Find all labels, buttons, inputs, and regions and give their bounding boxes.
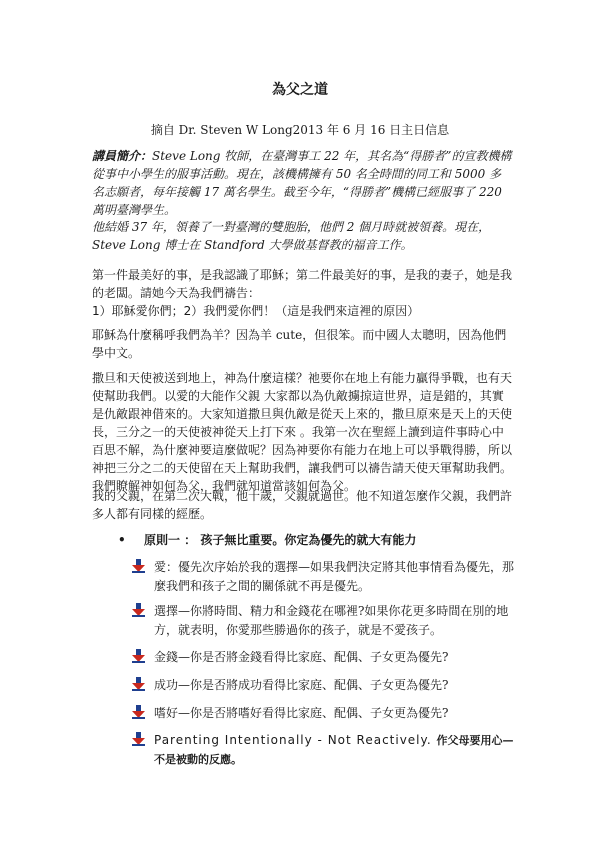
- speaker-intro: [92, 147, 512, 219]
- arrow-down-icon: [132, 649, 146, 663]
- speaker-family-paragraph: 他結婚 37 年，領養了一對臺灣的雙胞胎，他們 2 個月時就被領養。現在，Steve Long 博士在 Standford 大學做基督教的福音工作。: [92, 220, 491, 252]
- point-choice-text: 選擇—你將時間、精力和金錢花在哪裡?如果你花更多時間在別的地方，就表明，你愛那些勝過你的孩子，就是不愛孩子。: [154, 604, 509, 637]
- parenting-english: Parenting Intentionally - Not Reactively.: [154, 733, 437, 747]
- point-hobby-text: 嗜好—你是否將嗜好看得比家庭、配偶、子女更為優先?: [154, 706, 449, 720]
- arrow-down-icon: [132, 603, 146, 617]
- point-hobby: [132, 704, 522, 723]
- point-money-text: 金錢—你是否將金錢看得比家庭、配偶、子女更為優先?: [154, 650, 449, 664]
- arrow-down-icon: [132, 732, 146, 746]
- point-parenting-intentionally: [132, 731, 522, 769]
- speaker-intro-text: Steve Long 牧師，在臺灣事工 22 年，其名為“得勝者”的宣教機構從事中小學生的服事活動。現在，該機構擁有 50 名全時間的同工和 5000 多名志願者，每年接觸 17 萬名學生。截至今年，“得勝者”機構已經服事了 220 萬明臺灣學生。: [92, 149, 512, 217]
- paragraph-father: 我的父親，在第二次大戰，他十歲，父親就過世。他不知道怎麼作父親，我們許多人都有同樣的經歷。: [92, 489, 513, 521]
- page-title: 為父之道: [272, 82, 328, 98]
- point-success: [132, 676, 522, 695]
- arrow-down-icon: [132, 677, 146, 691]
- page-subtitle: 摘自 Dr. Steven W Long2013 年 6 月 16 日主日信息: [150, 123, 450, 137]
- principle-one-text: 原則一 ： 孩子無比重要。你定為優先的就大有能力: [144, 533, 417, 547]
- best-things-text: 第一件最美好的事，是我認識了耶穌；第二件最美好的事，是我的妻子，她是我的老闆。請她今天為我們禱告：: [92, 268, 513, 300]
- point-choice: [132, 602, 522, 640]
- point-love-text: 愛：優先次序始於我的選擇—如果我們決定將其他事情看為優先，那麼我們和孩子之間的關係就不再是優先。: [154, 560, 515, 593]
- bullet-icon: •: [118, 533, 126, 547]
- paragraph-angels: 撒旦和天使被送到地上，神為什麼這樣？祂要你在地上有能力贏得爭戰，也有天使幫助我們。以愛的大能作父親 大家都以為仇敵擄掠這世界，這是錯的，其實是仇敵跟神借來的。大家知道撒旦與仇敵是從天上來的，撒旦原來是天上的天使長，三分之一的天使被神從天上打下來 。我第一次在聖經上讀到這件事時心中百思不解，為什麼神要這麼做呢？因為神要你有能力在地上可以爭戰得勝，所以神把三分之二的天使留在天上幫助我們，讓我們可以禱告請天使天軍幫助我們。我們瞭解神如何為父，我們就知道當該如何為父。: [92, 371, 513, 493]
- speaker-intro-label: 講員簡介：: [92, 149, 153, 163]
- point-love: [132, 558, 522, 596]
- principle-one: [118, 531, 416, 548]
- point-money: [132, 648, 522, 667]
- paragraph-sheep: 耶穌為什麼稱呼我們為羊？因為羊 cute，但很笨。而中國人太聰明，因為他們學中文。: [92, 328, 507, 360]
- point-parenting-text: [132, 731, 522, 769]
- paragraph-best-things: [92, 266, 512, 320]
- prayer-points: 1）耶穌愛你們；2）我們愛你們！（這是我們來這裡的原因）: [92, 304, 420, 318]
- point-success-text: 成功—你是否將成功看得比家庭、配偶、子女更為優先?: [154, 678, 449, 692]
- parenting-chinese: 作父母要用心—不是被動的反應。: [154, 734, 514, 766]
- arrow-down-icon: [132, 559, 146, 573]
- arrow-down-icon: [132, 705, 146, 719]
